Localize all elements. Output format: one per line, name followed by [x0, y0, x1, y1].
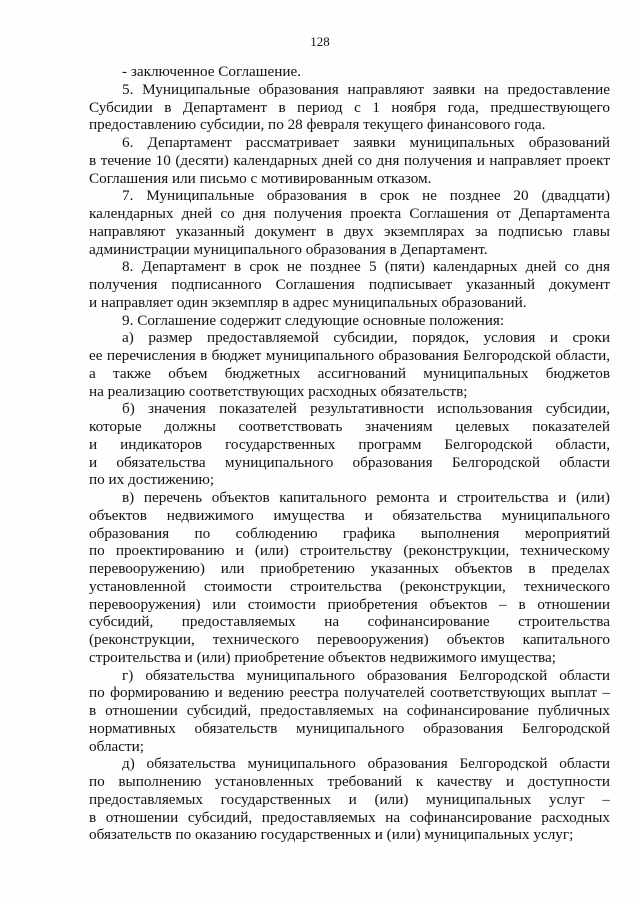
- paragraph-p9: [89, 312, 610, 330]
- text-line: и направляет один экземпляр в адрес муниципальных образований.: [89, 293, 527, 311]
- text-line: календарных дней со дня получения проекта Соглашения от Департамента: [89, 205, 610, 222]
- text-line: строительства и (или) приобретение объектов недвижимого имущества;: [89, 648, 556, 666]
- text-line: направляют указанный документ в двух экземплярах за подписью главы: [89, 222, 610, 240]
- text-line: в отношении субсидий, предоставляемых на софинансирование публичных: [89, 702, 610, 719]
- text-line: а также объем бюджетных ассигнований муниципальных бюджетов: [89, 364, 610, 382]
- text-line: 9. Соглашение содержит следующие основные положения:: [122, 311, 505, 329]
- text-line: перевооружению) или приобретению указанных объектов в пределах: [89, 560, 610, 577]
- text-line: (реконструкции, технического перевооружения) объектов капитального: [89, 631, 610, 648]
- text-line: на реализацию соответствующих расходных обязательств;: [89, 382, 468, 400]
- paragraph-pb: [89, 400, 610, 489]
- text-line: ее перечисления в бюджет муниципального образования Белгородской области,: [89, 347, 610, 364]
- text-line: и обязательства муниципального образования Белгородской области: [89, 453, 610, 471]
- text-line: Соглашения или письмо с мотивированным отказом.: [89, 169, 432, 187]
- text-line: субсидий, предоставляемых на софинансирование строительства: [89, 613, 610, 631]
- text-line: в) перечень объектов капитального ремонта и строительства и (или): [122, 489, 610, 506]
- text-line: образования по соблюдению графика выполнения мероприятий: [89, 524, 610, 542]
- text-line: объектов недвижимого имущества и обязательства муниципального: [89, 506, 610, 524]
- text-line: по формированию и ведению реестра получателей соответствующих выплат –: [89, 684, 610, 702]
- paragraph-pd: [89, 755, 610, 844]
- text-line: перевооружения) или стоимости приобретения объектов – в отношении: [89, 595, 610, 613]
- text-line: нормативных обязательств муниципального образования Белгородской: [89, 719, 610, 737]
- text-line: и индикаторов государственных программ Белгородской области,: [89, 435, 610, 453]
- text-line: 8. Департамент в срок не позднее 5 (пяти) календарных дней со дня: [122, 258, 610, 276]
- text-line: 6. Департамент рассматривает заявки муниципальных образований: [122, 134, 610, 151]
- text-line: обязательств по оказанию государственных и (или) муниципальных услуг;: [89, 826, 574, 844]
- text-line: в течение 10 (десяти) календарных дней со дня получения и направляет проект: [89, 151, 610, 169]
- page-number: 128: [310, 34, 330, 49]
- paragraph-p6: [89, 134, 610, 187]
- paragraph-p7: [89, 187, 610, 258]
- text-line: администрации муниципального образования в Департамент.: [89, 240, 488, 258]
- text-line: - заключенное Соглашение.: [122, 63, 302, 80]
- text-line: которые должны соответствовать значениям целевых показателей: [89, 418, 610, 435]
- text-line: 5. Муниципальные образования направляют заявки на предоставление: [122, 80, 610, 98]
- text-line: установленной стоимости строительства (реконструкции, технического: [89, 577, 610, 595]
- text-line: получения подписанного Соглашения подписывает указанный документ: [89, 276, 610, 293]
- text-line: по выполнению установленных требований к качеству и доступности: [89, 773, 610, 790]
- paragraph-pv: [89, 489, 610, 667]
- paragraph-pa: [89, 329, 610, 400]
- text-line: по их достижению;: [89, 471, 215, 489]
- text-line: по проектированию и (или) строительству (реконструкции, техническому: [89, 542, 610, 560]
- paragraph-pg: [89, 667, 610, 756]
- document-body: [89, 63, 610, 844]
- text-line: д) обязательства муниципального образования Белгородской области: [122, 755, 610, 773]
- text-line: области;: [89, 737, 144, 755]
- paragraph-p0: [89, 63, 610, 81]
- text-line: б) значения показателей результативности использования субсидии,: [122, 400, 610, 418]
- text-line: г) обязательства муниципального образования Белгородской области: [122, 666, 610, 684]
- paragraph-p5: [89, 81, 610, 134]
- text-line: а) размер предоставляемой субсидии, порядок, условия и сроки: [122, 329, 610, 347]
- text-line: в отношении субсидий, предоставляемых на софинансирование расходных: [89, 808, 610, 826]
- text-line: предоставлению субсидии, по 28 февраля текущего финансового года.: [89, 116, 546, 134]
- text-line: 7. Муниципальные образования в срок не позднее 20 (двадцати): [122, 187, 610, 205]
- text-line: Субсидии в Департамент в период с 1 ноября года, предшествующего: [89, 98, 610, 116]
- text-line: предоставляемых государственных и (или) муниципальных услуг –: [89, 790, 610, 808]
- paragraph-p8: [89, 258, 610, 311]
